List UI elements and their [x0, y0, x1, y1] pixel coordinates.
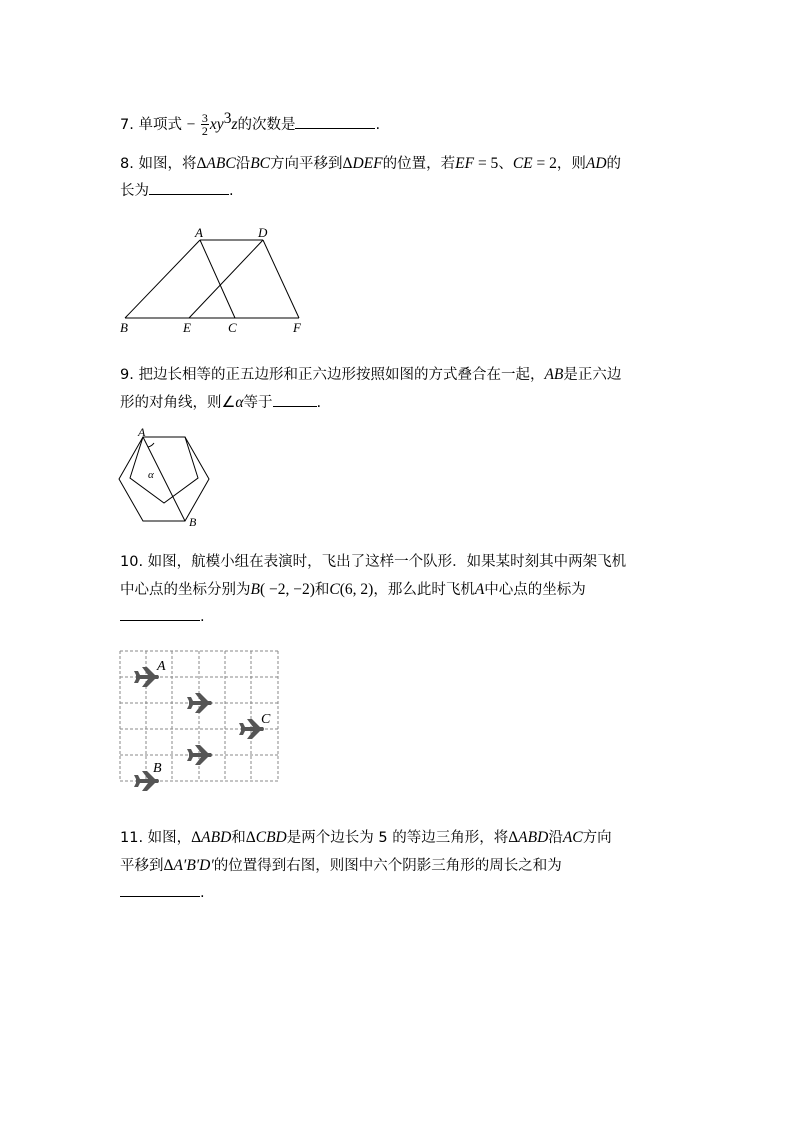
- q8-line-ba: [125, 240, 200, 318]
- q9-label-b: B: [189, 515, 197, 529]
- q8-line2-text: 长为: [120, 183, 149, 199]
- q11-line2-text: 平移到: [120, 858, 164, 874]
- question-7: [120, 105, 680, 139]
- q10-b: B: [250, 581, 260, 598]
- q8-end: .: [229, 183, 234, 199]
- q7-number: 7.: [120, 116, 134, 133]
- q8-label-b: B: [120, 320, 128, 335]
- q11-abd: ABD: [201, 829, 232, 846]
- q8-text3: 方向平移到: [270, 156, 343, 172]
- q11-triangle-symbol-4: Δ: [163, 857, 174, 874]
- q9-angle-symbol: ∠: [221, 394, 236, 411]
- q9-line1: [120, 361, 680, 389]
- q9-line2: [120, 389, 680, 417]
- q11-ac: AC: [562, 829, 583, 846]
- q11-and: 和: [231, 830, 246, 846]
- q10-number: 10.: [120, 554, 144, 570]
- q11-text2: 是两个边长为 5 的等边三角形，将: [286, 830, 509, 846]
- q9-angle-arc: [148, 443, 154, 447]
- question-10: [120, 549, 680, 631]
- q8-def: DEF: [352, 155, 383, 172]
- q11-triangle-symbol-2: Δ: [245, 829, 256, 846]
- q8-label-c: C: [228, 320, 237, 335]
- q11-end: .: [200, 885, 205, 901]
- q11-cbd: CBD: [255, 829, 287, 846]
- q7-xy: xy: [209, 115, 224, 133]
- q11-line2-text-b: 的位置得到右图，则图中六个阴影三角形的周长之和为: [213, 858, 562, 874]
- q10-b-coord: ( −2, −2): [259, 581, 315, 598]
- q11-line3: [120, 880, 680, 907]
- q8-figure: [115, 225, 315, 335]
- q8-ad: AD: [585, 155, 607, 172]
- q7-z: z: [231, 115, 238, 133]
- q7-answer-blank[interactable]: [295, 112, 375, 129]
- q8-triangle-symbol-2: Δ: [342, 155, 353, 172]
- q10-line2: [120, 576, 680, 604]
- q7-suffix: 的次数是: [237, 116, 296, 133]
- q10-line2-text: 中心点的坐标分别为: [120, 582, 251, 598]
- q8-number: 8.: [120, 156, 134, 172]
- q7-prefix: 单项式: [138, 116, 182, 133]
- q11-text3: 沿: [548, 830, 563, 846]
- q8-text5: ，则: [556, 156, 586, 172]
- q8-label-d: D: [258, 225, 268, 240]
- q10-answer-blank[interactable]: [120, 604, 200, 621]
- q8-answer-blank[interactable]: [149, 178, 229, 195]
- q10-label-a: A: [157, 659, 166, 674]
- q11-triangle-symbol-3: Δ: [508, 829, 519, 846]
- q9-ab: AB: [544, 366, 564, 383]
- q8-line-df: [263, 240, 299, 318]
- q8-text1: 如图，将: [138, 156, 197, 172]
- q11-abd-2: ABD: [518, 829, 549, 846]
- q8-label-a: A: [195, 225, 203, 240]
- q10-text1: 如图，航模小组在表演时，飞出了这样一个队形．如果某时刻其中两架飞机: [147, 554, 627, 570]
- q8-line1: [120, 150, 680, 178]
- q8-ce: CE: [512, 155, 533, 172]
- q8-bc: BC: [250, 155, 271, 172]
- q10-line2-text-b: ，那么此时飞机: [373, 582, 475, 598]
- q11-line1: [120, 824, 680, 852]
- q8-text4: 的位置，若: [382, 156, 456, 172]
- q11-text4: 方向: [582, 830, 612, 846]
- q8-ce-value: = 2: [532, 155, 557, 172]
- q8-line2: [120, 178, 680, 205]
- q10-line1: [120, 549, 680, 576]
- q11-abd-prime: A′B′D′: [173, 857, 214, 874]
- q10-label-b: B: [153, 761, 162, 776]
- q10-c: C: [329, 581, 340, 598]
- q8-text2: 沿: [235, 156, 251, 172]
- q9-text2: 是正六边: [563, 367, 622, 383]
- q10-and: 和: [314, 582, 330, 598]
- q11-triangle-symbol: Δ: [191, 829, 202, 846]
- q9-label-alpha: α: [148, 469, 154, 481]
- q10-line2-text-c: 中心点的坐标为: [484, 582, 586, 598]
- q8-label-e: E: [183, 320, 191, 335]
- q7-fraction: $\frac{3}{2}$: [201, 111, 208, 139]
- q7-exponent: 3: [223, 110, 232, 127]
- q10-end: .: [200, 609, 205, 625]
- q8-separator: 、: [498, 156, 513, 172]
- q8-line-ed: [189, 240, 263, 318]
- q9-pentagon: [130, 437, 198, 503]
- q11-answer-blank[interactable]: [120, 880, 200, 897]
- question-8: [120, 150, 680, 205]
- q10-figure: [119, 650, 289, 790]
- q9-text1: 把边长相等的正五边形和正六边形按照如图的方式叠合在一起，: [138, 367, 545, 383]
- q11-text1: 如图，: [147, 830, 192, 846]
- question-9: [120, 361, 680, 417]
- q8-ef-value: = 5: [474, 155, 499, 172]
- q9-figure: [112, 425, 222, 530]
- q8-line-ac: [200, 240, 235, 318]
- q10-plane-2: [187, 693, 212, 713]
- q9-line2-text-b: 等于: [243, 395, 273, 411]
- q9-line2-text: 形的对角线，则: [120, 395, 222, 411]
- question-11: [120, 824, 680, 907]
- q10-plane-a: [134, 667, 159, 687]
- q8-triangle-symbol: Δ: [196, 155, 207, 172]
- q10-c-coord: (6, 2): [339, 581, 374, 598]
- q11-line2: [120, 852, 680, 880]
- q10-plane-4: [187, 745, 212, 765]
- q8-text6: 的: [606, 156, 622, 172]
- q8-label-f: F: [293, 320, 301, 335]
- q9-label-a: A: [138, 425, 146, 439]
- q9-end: .: [316, 395, 322, 411]
- q9-alpha: α: [235, 394, 244, 411]
- q10-a: A: [474, 581, 485, 598]
- q9-answer-blank[interactable]: [273, 390, 317, 407]
- q7-minus: −: [186, 115, 196, 133]
- q8-abc: ABC: [206, 155, 236, 172]
- q10-label-c: C: [261, 712, 271, 727]
- q11-number: 11.: [120, 830, 144, 846]
- q9-number: 9.: [120, 367, 134, 383]
- q8-ef: EF: [455, 155, 475, 172]
- q10-line3: [120, 604, 680, 631]
- q7-end: .: [375, 116, 381, 133]
